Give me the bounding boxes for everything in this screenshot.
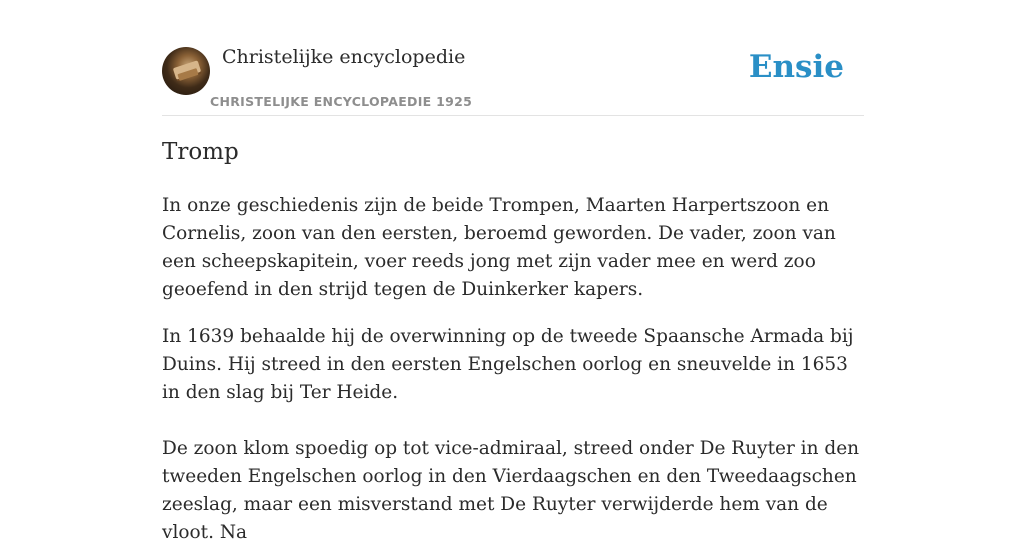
entry-title: Tromp (162, 139, 239, 165)
encyclopedia-avatar[interactable] (162, 47, 210, 95)
article-paragraph: In onze geschiedenis zijn de beide Trompen, Maarten Harpertszoon en Cornelis, zoon van den eersten, beroemd geworden. De vader, zoon van een scheepskapitein, voer reeds jong met zijn vader mee en werd zoo geoefend in den strijd tegen de Duinkerker kapers. (162, 195, 836, 300)
content-container (162, 0, 864, 543)
article-paragraph: De zoon klom spoedig op tot vice-admiraal, streed onder De Ruyter in den tweeden Engelschen oorlog in den Vierdaagschen en den Tweedaagschen zeeslag, maar een misverstand met De Ruyter verwijderde hem van de vloot. Na (162, 438, 860, 543)
source-label: CHRISTELIJKE ENCYCLOPAEDIE 1925 (210, 94, 473, 109)
site-title[interactable]: Christelijke encyclopedie (222, 46, 466, 68)
site-header (162, 0, 864, 116)
article-paragraph: In 1639 behaalde hij de overwinning op de tweede Spaansche Armada bij Duins. Hij streed in den eersten Engelschen oorlog en sneuvelde in 1653 in den slag bij Ter Heide. (162, 326, 854, 403)
brand-logo[interactable]: Ensie (748, 49, 844, 85)
